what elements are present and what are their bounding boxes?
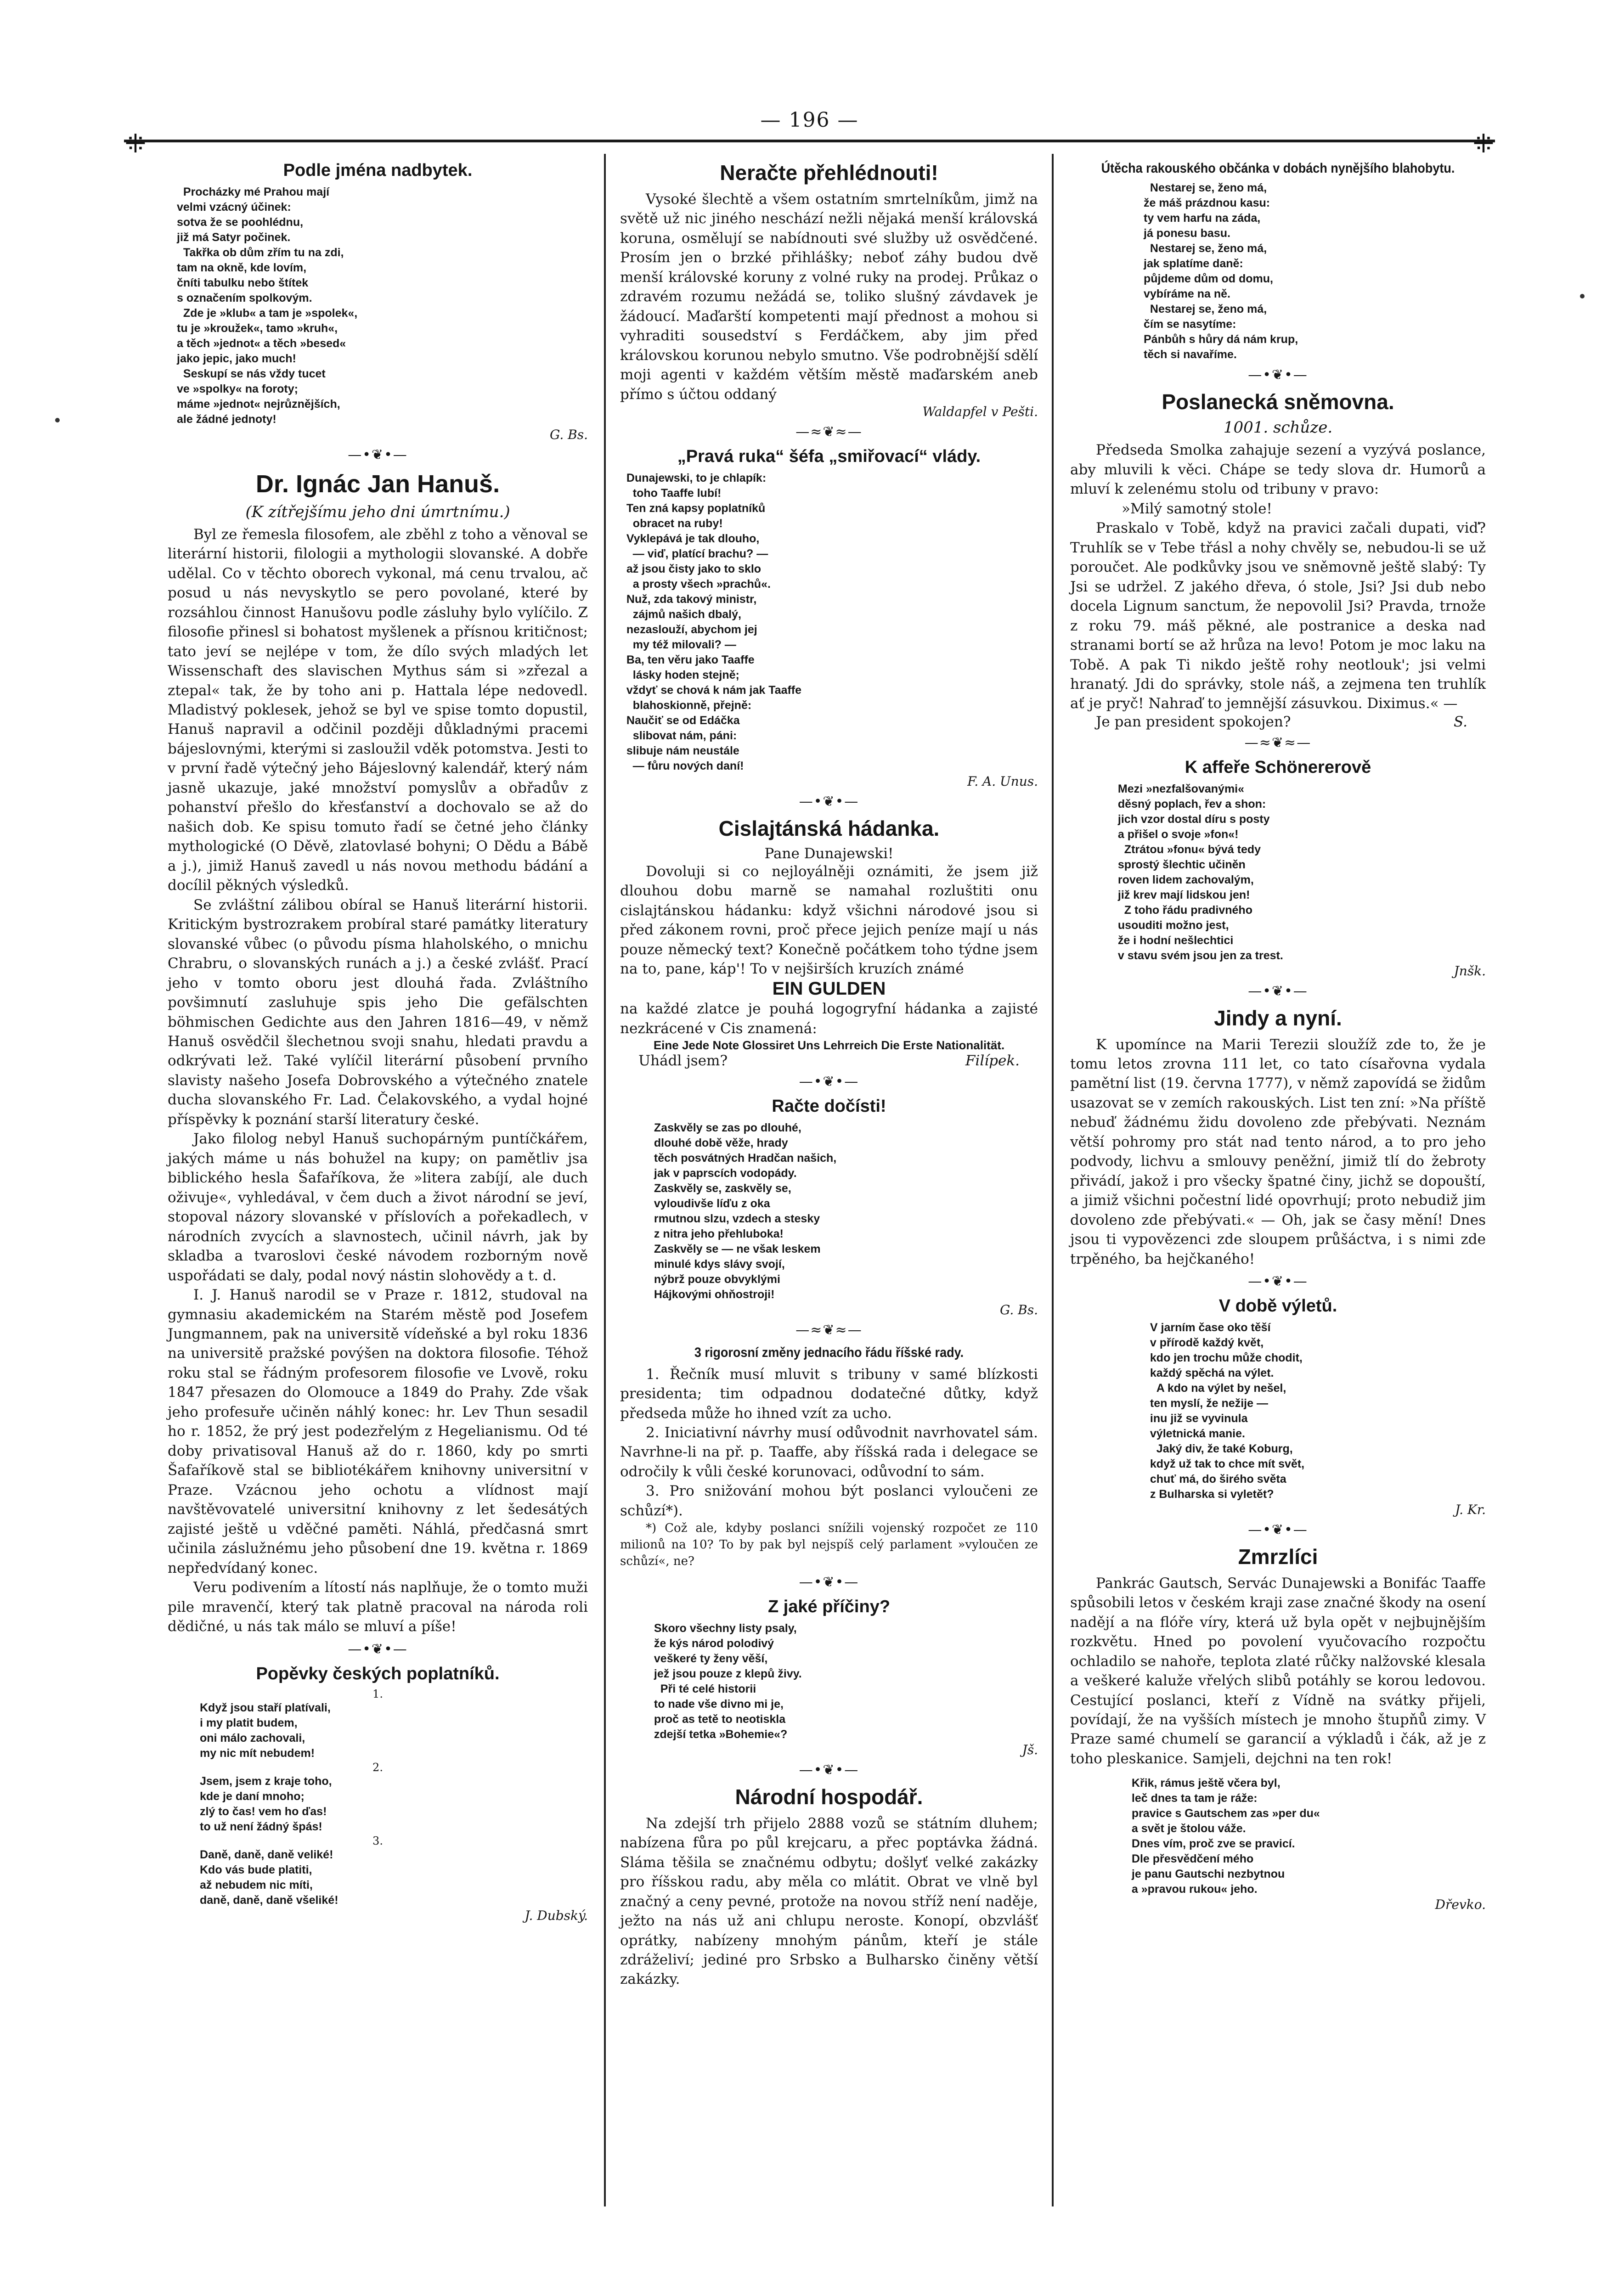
separator: —≈❦≈— [795,424,863,440]
separator: —•❦•— [1248,1521,1308,1538]
column-2 [620,161,1038,1989]
article-title: Podle jména nadbytek. [283,161,473,180]
separator: —≈❦≈— [795,1322,863,1339]
top-rule [124,140,1495,142]
paragraph: I. J. Hanuš narodil se v Praze r. 1812, studoval na gymnasiu akademickém na Starém městě pod Josefem Jungmannem, pak na universitě vídeňské a byl roku 1836 na universitě pražské povýšen na doktora filosofie. Téhož roku stal se řádným profesorem filosofie ve Lvově, roku 1847 přesazen do Olomouce a 1849 do Prahy. Zde však jeho profesuře učiněn náhlý konec: hr. Lev Thun sesadil ho r. 1852, že prý jest podezřelým z Hegelianismu. Od té doby privatisoval Hanuš až do r. 1860, kdy po smrti Šafaříkově stal se bibliotékářem knihovny universitní v Praze. Vzácnou jeho ochotu a vlídnost mají navštěvovatelé universitní knihovny z let šedesátých zajisté ještě u vděčné paměti. Náhlá, předčasná smrt učinila záslužnému jeho působení dne 19. května r. 1869 nepředvídaný konec. [168,1287,588,1576]
signature: Jnšk. [1454,963,1486,979]
article-subtitle: (K zítřejšímu jeho dni úmrtnímu.) [245,502,510,521]
paragraph: Byl ze řemesla filosofem, ale zběhl z toho a věnoval se literární historii, filologii a mythologii slovanské. A dobře udělal. Co v těchto oborech vykonal, má cenu trvalou, ač posud u nás nevyskytlo se pero povolané, které by rozsáhlou činnost Hanušovu podle zásluhy bylo vylíčilo. Z filosofie přinesl si bohatost myšlenek a přísnou kritičnost; tato jeví se nejlépe v tom, že dílo svých mladých let Wissenschaft des slavischen Mythus sám si »zřezal a ztepal« tak, že by toho ani p. Hattala lépe nedovedl. Mladistvý poklesek, jehož se byl ve spise tomto dopustil, Hanuš napravil a odčinil později důkladnými pracemi bájeslovnými, kterými si zasloužil vděk potomstva. Jesti to v první řadě výtečný jeho Bájeslovný kalendář, který nám jasně ukazuje, jaké množství pomyslův a obřadův z pohanství přešlo do křesťanství a dochovalo se až do našich dob. Ke spisu tomuto řadí se četné jeho články mythologické (O Děvě, zlatovlasé bohyni; O Dědu a Bábě a j.), jimiž Hanuš zavedl u nás novou methodu bádání a docílil pěkných výsledků. [168,526,588,894]
article-title: 3 rigorosní změny jednacího řádu říšské rady. [694,1345,964,1361]
closing-question: Je pan president spokojen? [1096,713,1291,730]
paragraph: Veru podivením a lítostí nás naplňuje, že o tomto muži pile mravenčí, který tak platně pracoval na národa roli dědičné, u nás tak málo se mluví a píše! [168,1579,588,1635]
separator: —•❦•— [1248,983,1308,999]
signature: S. [1454,713,1467,730]
paragraph: K upomínce na Marii Terezii sloužíž zde to, že je tomu letos zrovna 111 let, co tato císařovna vydala pamětní list (19. června 1777), v němž zapovídá se židům usazovat se v zemích rakouských. List ten zní: »Na příště nebuď žádnému židu dovoleno zde přebývati. Neznám větší pohromy pro stát nad tento národ, a to pro jeho podvody, lichvu a smlouvy peněžní, jimiž tlí do žebroty přivádí, jakož i pro všecky špatné činy, jichž se dopouští, a jimiž všichni počestní lidé opovrhují; proto nebudiž jim dovoleno zde přebývati.« — Oh, jak se časy mění! Dnes jsou ti vypovězenci zde sloupem průšáctva, i s nimi zde trpěného, ba hejčkaného! [1070,1036,1486,1267]
article-title: Cislajtánská hádanka. [718,816,940,840]
paragraph: Se zvláštní zálibou obíral se Hanuš literární historii. Kritickým bystrozrakem probíral staré památky literatury slovanské vůbec (o původu písma hlaholského, o mnichu Chrabru, o slovanských runách a j.) a české zvlášť. Prací jeho v tomto oboru jest dlouhá řada. Zvláštního povšimnutí zasluhuje spis jeho Die gefälschten böhmischen Gedichte aus den Jahren 1816—49, v němž Hanuš osvědčil šlechetnou svoji snahu, hledati pravdu a odkrývati lež. Také vylíčil literární působení prvního slavisty našeho Josefa Dobrovského a výtečného znatele ducha slovanského Fr. Lad. Čelakovského, a vydal hojné příspěvky k poznání starší literatury české. [168,896,588,1128]
separator: —•❦•— [1248,1273,1308,1290]
poem: Skoro všechny listy psaly, že kýs národ polodivý veškeré ty ženy věší, jež jsou pouze z klepů živy. Při té celé historii to nade vše divno mi je, proč as tetě to neotiskla zdejší tetka »Bohemie«? [654,1621,802,1741]
poem: Procházky mé Prahou mají velmi vzácný účinek: sotva že se poohlédnu, již má Satyr počinek. Takřka ob dům zřím tu na zdi, tam na okně, kde lovím, čníti tabulku nebo štítek s označením spolkovým. Zde je »klub« a tam je »spolek«, tu je »kroužek«, tamo »kruh«, a těch »jednot« a těch »besed« jako jepic, jako much! Seskupí se nás vždy tucet ve »spolky« na foroty; máme »jednot« nejrůznějších, ale žádné jednoty! [177,185,358,426]
separator: —•❦•— [799,793,859,810]
separator: —•❦•— [799,1074,859,1090]
column-divider [604,154,606,2206]
poem: Nestarej se, ženo má, že máš prázdnou kasu: ty vem harfu na záda, já ponesu basu. Nestarej se, ženo má, jak splatíme daně: půjdeme dům od domu, vybíráme na ně. Nestarej se, ženo má, čím se nasytíme: Pánbůh s hůry dá nám krup, těch si navaříme. [1144,181,1298,361]
paragraph: Dovoluji si co nejloyálněji oznámiti, že jsem již dlouhou dobu marně se namahal rozluštiti onu cislajtánskou hádanku: když všichni národové jsou si před zákonem rovni, proč přece jejich peníze mají u nás pouze německý text? Konečně počátkem toho týdne jsem na to, pane, káp'! To v nejširších kruzích známé [620,863,1038,977]
article-title: K affeře Schönererově [1185,757,1371,777]
poem: Mezi »nezfalšovanými« děsný poplach, řev a shon: jich vzor dostal díru s posty a přišel o svoje »fon«! Ztrátou »fonu« bývá tedy sprostý šlechtic učiněn roven lidem zachovalým, již krev mají lidskou jen! Z toho řádu pradivného usouditi možno jest, že i hodní nešlechtici v stavu svém jsou jen za trest. [1117,782,1283,962]
signature: Jš. [1022,1742,1038,1757]
separator: —•❦•— [799,1574,859,1591]
poem: Zaskvěly se zas po dlouhé, dlouhé době věže, hrady těch posvátných Hradčan našich, jak v paprscích vodopády. Zaskvěly se, zaskvěly se, vyloudivše líďu z oka rmutnou slzu, vzdech a stesky z nitra jeho přehluboka! Zaskvěly se — ne však leskem minulé kdys slávy svojí, nýbrž pouze obvyklými Hájkovými ohňostroji! [654,1121,837,1301]
separator: —•❦•— [348,446,408,463]
article-title: Z jaké příčiny? [767,1597,891,1617]
paragraph: 2. Iniciativní návrhy musí odůvodnit navrhovatel sám. Navrhne-li na př. p. Taaffe, aby říšská rada i delegace se odročily k vůli české korunovaci, odůvodní to sám. [620,1424,1038,1480]
closing-question: Uhádl jsem? [638,1052,728,1069]
article-title: V době výletů. [1218,1296,1337,1316]
column-1 [168,161,588,1927]
article-title: Dr. Ignác Jan Hanuš. [255,470,500,498]
article-title: Národní hospodář. [735,1784,923,1809]
article-title: Poslanecká sněmovna. [1162,389,1394,414]
poem: Křik, rámus ještě včera byl, leč dnes ta tam je ráže: pravice s Gautschem zas »per du« a svět je štolou váže. Dnes vím, proč zve se pravicí. Dle přesvědčení mého je panu Gautschi nezbytnou a »pravou rukou« jeho. [1131,1777,1320,1896]
paragraph: Pankrác Gautsch, Servác Dunajewski a Bonifác Taaffe spůsobili letos v českém kraji zase značné škody na osení nadějí a na flóře víry, která už byla opět v nejbujnějším rozkvětu. Hned po povolení vyučovacího rozpočtu ochladilo se nahoře, teplota zlaté růčky nalžovské klesala a veškeré kaluže vřelých slibů potáhly se korou ledovou. Cestující poslanci, kteří z Vídně na svátky přijeli, povídají, že na vyšších místech je mnoho štupňů zimy. V Praze samé chumelí se garancií a výkladů i čák, až je z toho pleskanice. Samjeli, dejchni na ten rok! [1070,1575,1486,1767]
article-title: Útěcha rakouského občánka v dobách nynějšího blahobytu. [1101,161,1455,176]
paragraph: na každé zlatce je pouhá logogryfní hádanka a zajisté nezkrácené v Cis znamená: [620,1001,1038,1037]
article-title: Neračte přehlédnouti! [720,161,938,185]
article-title: Jindy a nyní. [1214,1006,1342,1030]
article-subtitle: 1001. schůze. [1223,418,1333,437]
paragraph: Na zdejší trh přijelo 2888 vozů se státním dluhem; nabízena fůra po půl krejcaru, a přec poptávka žádná. Sláma těšila se značnému odbytu; došlyť velké zakázky pro říšskou radu, aby měla co mlátit. Obrat ve vlně byl značný a ceny pevné, protože na novou stříž není naděje, ježto na nás už ani chlupu neroste. Konopí, obzvlášť oprátky, nabízeny mnohým pánům, kteří je stále zdráželiví; jediné pro Srbsko a Bulharsko činěny větší zakázky. [620,1815,1038,1988]
article-title: Popěvky českých poplatníků. [256,1664,500,1683]
separator: —•❦•— [799,1761,859,1778]
column-3 [1070,161,1486,1916]
poem-stanza: Jsem, jsem z kraje toho, kde je daní mnoho; zlý to čas! vem ho ďas! to už není žádný špás! [200,1775,332,1834]
ein-gulden: EIN GULDEN [772,979,886,999]
scan-speck [1580,294,1585,298]
poem-stanza: Když jsou staří platívali, i my platit budem, oni málo zachovali, my nic mít nebudem! [200,1701,331,1760]
quote: »Milý samotný stole! [1122,500,1272,517]
signature: G. Bs. [549,427,588,442]
article-title: „Pravá ruka“ šéfa „smiřovací“ vlády. [677,447,981,467]
stanza-number: 2. [372,1761,383,1774]
separator: —•❦•— [348,1641,408,1657]
poem-stanza: Daně, daně, daně veliké! Kdo vás bude platiti, až nebudem nic míti, daně, daně, daně všeliké! [200,1848,338,1907]
acrostic: Eine Jede Note Glossiret Uns Lehrreich Die Erste Nationalität. [653,1038,1005,1052]
poem: Dunajewski, to je chlapík: toho Taaffe lubí! Ten zná kapsy poplatníků obracet na ruby! Vyklepává je tak dlouho, — viď, platící brachu? — až jsou čisty jako to sklo a prosty všech »prachů«. Nuž, zda takový ministr, zájmů našich dbalý, nezaslouží, abychom jej my též milovali? — Ba, ten věru jako Taaffe lásky hoden stejně; vždyť se chová k nám jak Taaffe blahoskionně, přejně: Naučiť se od Edáčka slibovat nám, páni: slibuje nám neustále — fůru nových daní! [626,471,802,772]
corner-ornament-left-icon: ⁜ [124,129,147,159]
separator: —•❦•— [1248,366,1308,383]
footnote: *) Což ale, kdyby poslanci snížili vojenský rozpočet ze 110 milionů na 10? To by pak byl nejspíš celý parlament »vyloučen ze schůzí«, ne? [620,1521,1038,1568]
stanza-number: 1. [372,1688,383,1701]
paragraph: 3. Pro snižování mohou být poslanci vyloučeni ze schůzí*). [620,1483,1038,1519]
column-divider [1052,154,1054,2206]
signature: Dřevko. [1435,1897,1486,1913]
article-title: Zmrzlíci [1238,1544,1318,1569]
signature: Filípek. [965,1052,1020,1069]
corner-ornament-right-icon: ⁜ [1472,129,1495,159]
poem: V jarním čase oko těší v přírodě každý květ, kdo jen trochu může chodit, každý spěchá na výlet. A kdo na výlet by nešel, ten myslí, že nežije — inu již se vyvinula výletnická manie. Jaký div, že také Koburg, když už tak to chce mít svět, chuť má, do širého světa z Bulharska si vyletět? [1150,1321,1305,1501]
scan-speck [55,418,60,422]
stanza-number: 3. [372,1835,383,1848]
signature: Waldapfel v Pešti. [922,404,1038,420]
article-title: Račte dočísti! [772,1097,886,1116]
page-number: — 196 — [760,108,859,132]
paragraph: Vysoké šlechtě a všem ostatním smrtelníkům, jimž na světě už nic jiného neschází nežli nějaká menší královská koruna, osmělují se nabídnouti své služby už osvědčené. Prosím jen o brzké přihlášky; neboť záhy budou dvě menší královské koruny z volné ruky na prodej. Průkaz o zdravém rozumu nežádá se, toliko slušný závdavek je žádoucí. Maďarští kompetenti mají přednost a mohou si vyhraditi sousedství s Ferdáčkem, aby jim před královskou korunou nebylo smutno. Vše podrobnější sdělí moji agenti v každém větším městě maďarském aneb přímo s účtou oddaný [620,191,1038,403]
signature: G. Bs. [999,1302,1038,1318]
paragraph: Předseda Smolka zahajuje sezení a vyzývá poslance, aby mluvili k věci. Chápe se tedy slova dr. Humorů a mluví k zelenému stolu od tribuny v pravo: [1070,442,1486,498]
paragraph: Praskalo v Tobě, když na pravici začali dupati, viď? Truhlík se v Tebe třásl a nohy chvěly se, nebudou-li se už poroučet. Ale podkůvky jsou ve sněmovně ještě slabý: Ty Jsi se udržel. Z jakého dřeva, ó stole, Jsi? Jsi dub nebo docela Lignum sanctum, že nepovolil Jsi? Pravda, trnože z roku 79. máš pěkné, ale postranice a deska nad stranami bortí se až hrůza na levo! Potom je moc laku na Tobě. A pak Ti nikdo ještě rohy neotlouk'; jsi velmi hranatý. Jdi do správky, stole náš, a zejmena ten truhlík ať je pryč! Nahraď to jemnější zásuvkou. Diximus.« — [1070,520,1486,712]
signature: F. A. Unus. [967,773,1038,789]
paragraph: Jako filolog nebyl Hanuš suchopárným puntíčkářem, jakých máme u nás bohužel na kupy; on pamětliv jsa biblického hesla Šafaříkova, že »litera zabíjí, ale duch oživuje«, vyhledával, v čem duch a život národní se jeví, stopoval názory slovanské v příslovích a pořekadlech, v národních zvycích a slavnostech, učinil návrh, jak by skladba a tvaroslovi české návodem rozborným nově uspořádati se daly, podal nový nástin slohovědy a t. d. [168,1131,588,1284]
separator: —≈❦≈— [1244,734,1312,751]
signature: J. Kr. [1455,1502,1486,1517]
signature: J. Dubský. [525,1908,588,1924]
greeting: Pane Dunajewski! [764,845,894,862]
paragraph: 1. Řečník musí mluvit s tribuny v samé blízkosti presidenta; tim odpadnou dodatečné důtky, když předseda může ho ihned vzít za ucho. [620,1366,1038,1422]
